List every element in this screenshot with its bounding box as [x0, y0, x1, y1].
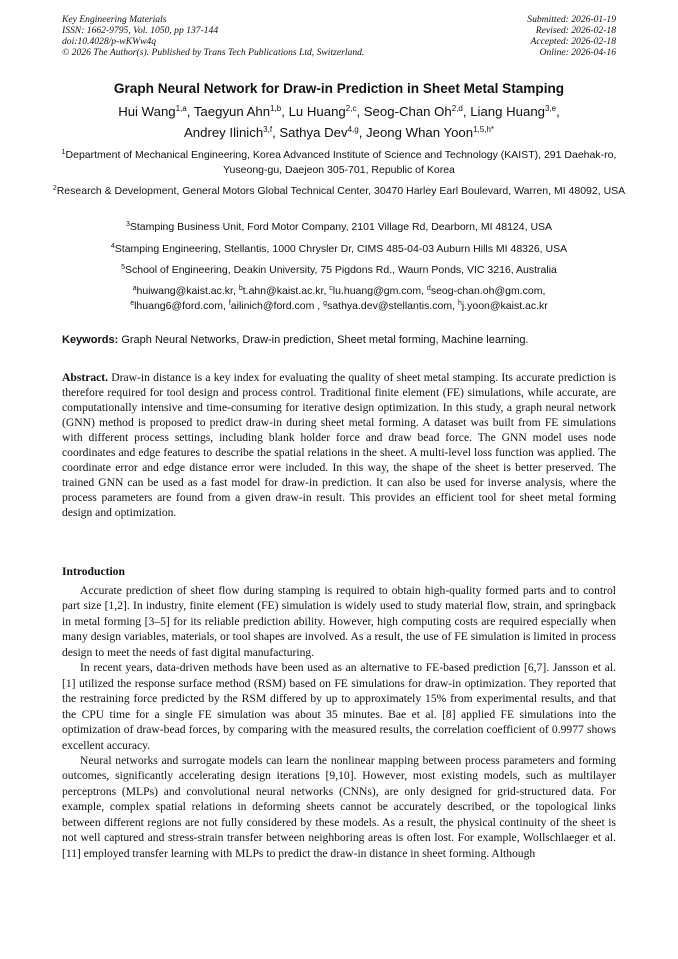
author-affiliation-mark: 1,b — [270, 104, 282, 113]
author-list — [40, 101, 638, 143]
abstract-text: Draw-in distance is a key index for evaluating the quality of sheet metal stamping. Its accurate prediction is therefore required for tool design and process control. Traditional finite element (FE) simulations, while accurate, are computationally intensive and time-consuming for iterative design optimization. In this study, a graph neural network (GNN) method is proposed to predict draw-in during sheet metal forming. A dataset was built from FE simulations with different process settings, including blank holder force and draw bead force. The GNN model uses node coordinates and edge features to describe the spatial relations in the sheet. A multi-level loss function was applied. The coordinate error and edge distance error were included. In this way, the shape of the sheet is better preserved. The trained GNN can be used as a fast model for draw-in prediction. It can also be used for inverse analysis, where the process parameters are found from a given draw-in result. This provides an efficient tool for sheet metal forming design and optimization. — [62, 371, 616, 519]
email-address[interactable]: t.ahn@kaist.ac.kr — [242, 285, 324, 297]
author-affiliation-mark: 3,e — [545, 104, 557, 113]
author-affiliation-mark: 1,5,h* — [473, 125, 494, 134]
email-mark: f — [228, 300, 231, 307]
submitted-date: Submitted: 2026-01-19 — [527, 14, 616, 25]
affiliation-2 — [40, 184, 638, 199]
header-left — [62, 14, 364, 58]
email-address[interactable]: lhuang6@ford.com — [134, 300, 223, 312]
affiliation-4 — [40, 242, 638, 257]
affiliation-number: 2 — [52, 185, 57, 192]
introduction-body — [62, 583, 616, 861]
author-name: Hui Wang — [118, 104, 176, 119]
author-affiliation-mark: 4,g — [347, 125, 359, 134]
online-date: Online: 2026-04-16 — [539, 47, 616, 58]
paper-title: Graph Neural Network for Draw-in Prediction in Sheet Metal Stamping — [113, 81, 565, 96]
email-entry — [458, 300, 548, 312]
author-affiliation-mark: 3,f — [263, 125, 273, 134]
accepted-date: Accepted: 2026-02-18 — [530, 36, 616, 47]
affiliation-text: Stamping Engineering, Stellantis, 1000 Chrysler Dr, CIMS 485-04-03 Auburn Hills MI 48326, USA — [114, 243, 568, 255]
author-name: Sathya Dev — [279, 125, 348, 140]
author-name: Andrey Ilinich — [183, 125, 264, 140]
paragraph: Accurate prediction of sheet flow during stamping is required to obtain high-quality formed parts and to control part size [1,2]. In industry, finite element (FE) simulation is widely used to study material flow, strain, and springback in metal forming [3–5] for its reliable prediction ability. However, high computing costs are required especially when many design variables, materials, or tool shapes are involved. As a result, the use of FE simulation is limited in process design to meet the needs of fast digital manufacturing. — [62, 584, 616, 659]
section-heading-introduction: Introduction — [62, 565, 125, 578]
email-mark: c — [329, 285, 333, 292]
author-name: Liang Huang — [470, 104, 545, 119]
affiliation-1 — [40, 148, 638, 178]
email-entry: $^e$lhuang6@ford.com, — [130, 300, 229, 312]
email-address[interactable]: seog-chan.oh@gm.com, — [430, 285, 546, 297]
doi[interactable]: doi:10.4028/p-wKWw4q — [62, 36, 157, 47]
email-entry: $^a$huiwang@kaist.ac.kr, — [132, 285, 239, 297]
keywords — [62, 333, 616, 348]
affiliation-number: 3 — [125, 221, 130, 228]
journal-header — [62, 14, 616, 58]
affiliation-3 — [40, 220, 638, 235]
affiliation-text: Stamping Business Unit, Ford Motor Company, 2101 Village Rd, Dearborn, MI 48124, USA — [129, 221, 553, 233]
keywords-label: Keywords: — [62, 334, 119, 346]
email-address[interactable]: huiwang@kaist.ac.kr — [136, 285, 233, 297]
email-entry: $^b$t.ahn@kaist.ac.kr, — [238, 285, 330, 297]
author-name: Lu Huang — [288, 104, 346, 119]
author: Lu Huang$^{2,c}$, — [288, 104, 364, 119]
author-name: Jeong Whan Yoon — [366, 125, 474, 140]
email-mark: h — [457, 300, 462, 307]
revised-date: Revised: 2026-02-18 — [535, 25, 616, 36]
affiliation-number: 1 — [61, 149, 66, 156]
email-mark: d — [426, 285, 431, 292]
author-name: Taegyun Ahn — [193, 104, 271, 119]
email-mark: g — [323, 300, 328, 307]
author-affiliation-mark: 1,a — [175, 104, 187, 113]
email-entry — [427, 285, 545, 297]
email-entry: $^c$lu.huang@gm.com, — [329, 285, 427, 297]
author-affiliation-mark: 2,c — [345, 104, 357, 113]
affiliation-number: 4 — [110, 243, 115, 250]
author: Liang Huang$^{3,e}$, — [470, 104, 560, 119]
email-mark: e — [130, 300, 135, 307]
email-address[interactable]: ailinich@ford.com — [230, 300, 315, 312]
affiliation-5 — [40, 263, 638, 278]
keywords-text: Graph Neural Networks, Draw-in prediction, Sheet metal forming, Machine learning. — [121, 334, 529, 346]
copyright-notice: © 2026 The Author(s). Published by Trans Tech Publications Ltd, Switzerland. — [62, 47, 365, 58]
issn-volume: ISSN: 1662-9795, Vol. 1050, pp 137-144 — [62, 25, 219, 36]
author — [366, 125, 494, 140]
email-list — [40, 284, 638, 314]
affiliation-text: School of Engineering, Deakin University, 75 Pigdons Rd., Waurn Ponds, VIC 3216, Australia — [125, 264, 557, 276]
affiliation-number: 5 — [121, 264, 125, 271]
affiliation-text: Department of Mechanical Engineering, Korea Advanced Institute of Science and Technology (KAIST), 291 Daehak-ro, Yuseong-gu, Daejeon 305-701, Republic of Korea — [65, 149, 617, 176]
affiliation-text: Research & Development, General Motors Global Technical Center, 30470 Harley Earl Boulevard, Warren, MI 48092, USA — [56, 185, 626, 197]
author: Taegyun Ahn$^{1,b}$, — [193, 104, 289, 119]
email-address[interactable]: sathya.dev@stellantis.com — [327, 300, 453, 312]
paragraph: Neural networks and surrogate models can learn the nonlinear mapping between process parameters and forming outcomes, significantly accelerating design iterations [9,10]. However, most existing models, such as multilayer perceptrons (MLPs) and convolutional neural networks (CNNs), are only designed for grid-structured data. For example, complex spatial relations in deforming sheets cannot be accurately described, or the topological links between different regions are not fully considered by these models. As a result, the physical continuity of the sheet is not well captured and stress-strain transfer between neighboring areas is often lost. For example, Wollschlaeger et al. [11] employed transfer learning with MLPs to predict the draw-in distance in sheet forming. Although — [62, 753, 616, 860]
email-address[interactable]: lu.huang@gm.com — [332, 285, 422, 297]
abstract-label: Abstract. — [62, 371, 109, 384]
header-right — [527, 14, 616, 58]
author-affiliation-mark: 2,d — [451, 104, 463, 113]
email-mark: a — [132, 285, 137, 292]
journal-name: Key Engineering Materials — [62, 14, 167, 25]
email-mark: b — [238, 285, 243, 292]
email-entry: $^f$ailinich@ford.com , — [228, 300, 324, 312]
author-name: Seog-Chan Oh — [363, 104, 452, 119]
abstract — [62, 370, 616, 520]
email-entry: $^g$sathya.dev@stellantis.com, — [323, 300, 458, 312]
author: Andrey Ilinich$^{3,f}$, — [183, 125, 280, 140]
paragraph: In recent years, data-driven methods have been used as an alternative to FE-based prediction [6,7]. Jansson et al. [1] utilized the response surface method (RSM) based on FE simulations for draw-in optimization. They reported that the restraining force predicted by the RSM differed by up to approximately 15% from experimental results, and that the CPU time for a single FE simulation was about 35 minutes. Bae et al. [8] applied FE simulations into the optimization of draw-bead forces, by comparing with the measured results, the correlation coefficient of 0.9977 shows excellent accuracy. — [62, 661, 616, 752]
author: Sathya Dev$^{4,g}$, — [279, 125, 367, 140]
author: Seog-Chan Oh$^{2,d}$, — [363, 104, 471, 119]
author: Hui Wang$^{1,a}$, — [118, 104, 194, 119]
email-address[interactable]: j.yoon@kaist.ac.kr — [461, 300, 548, 312]
